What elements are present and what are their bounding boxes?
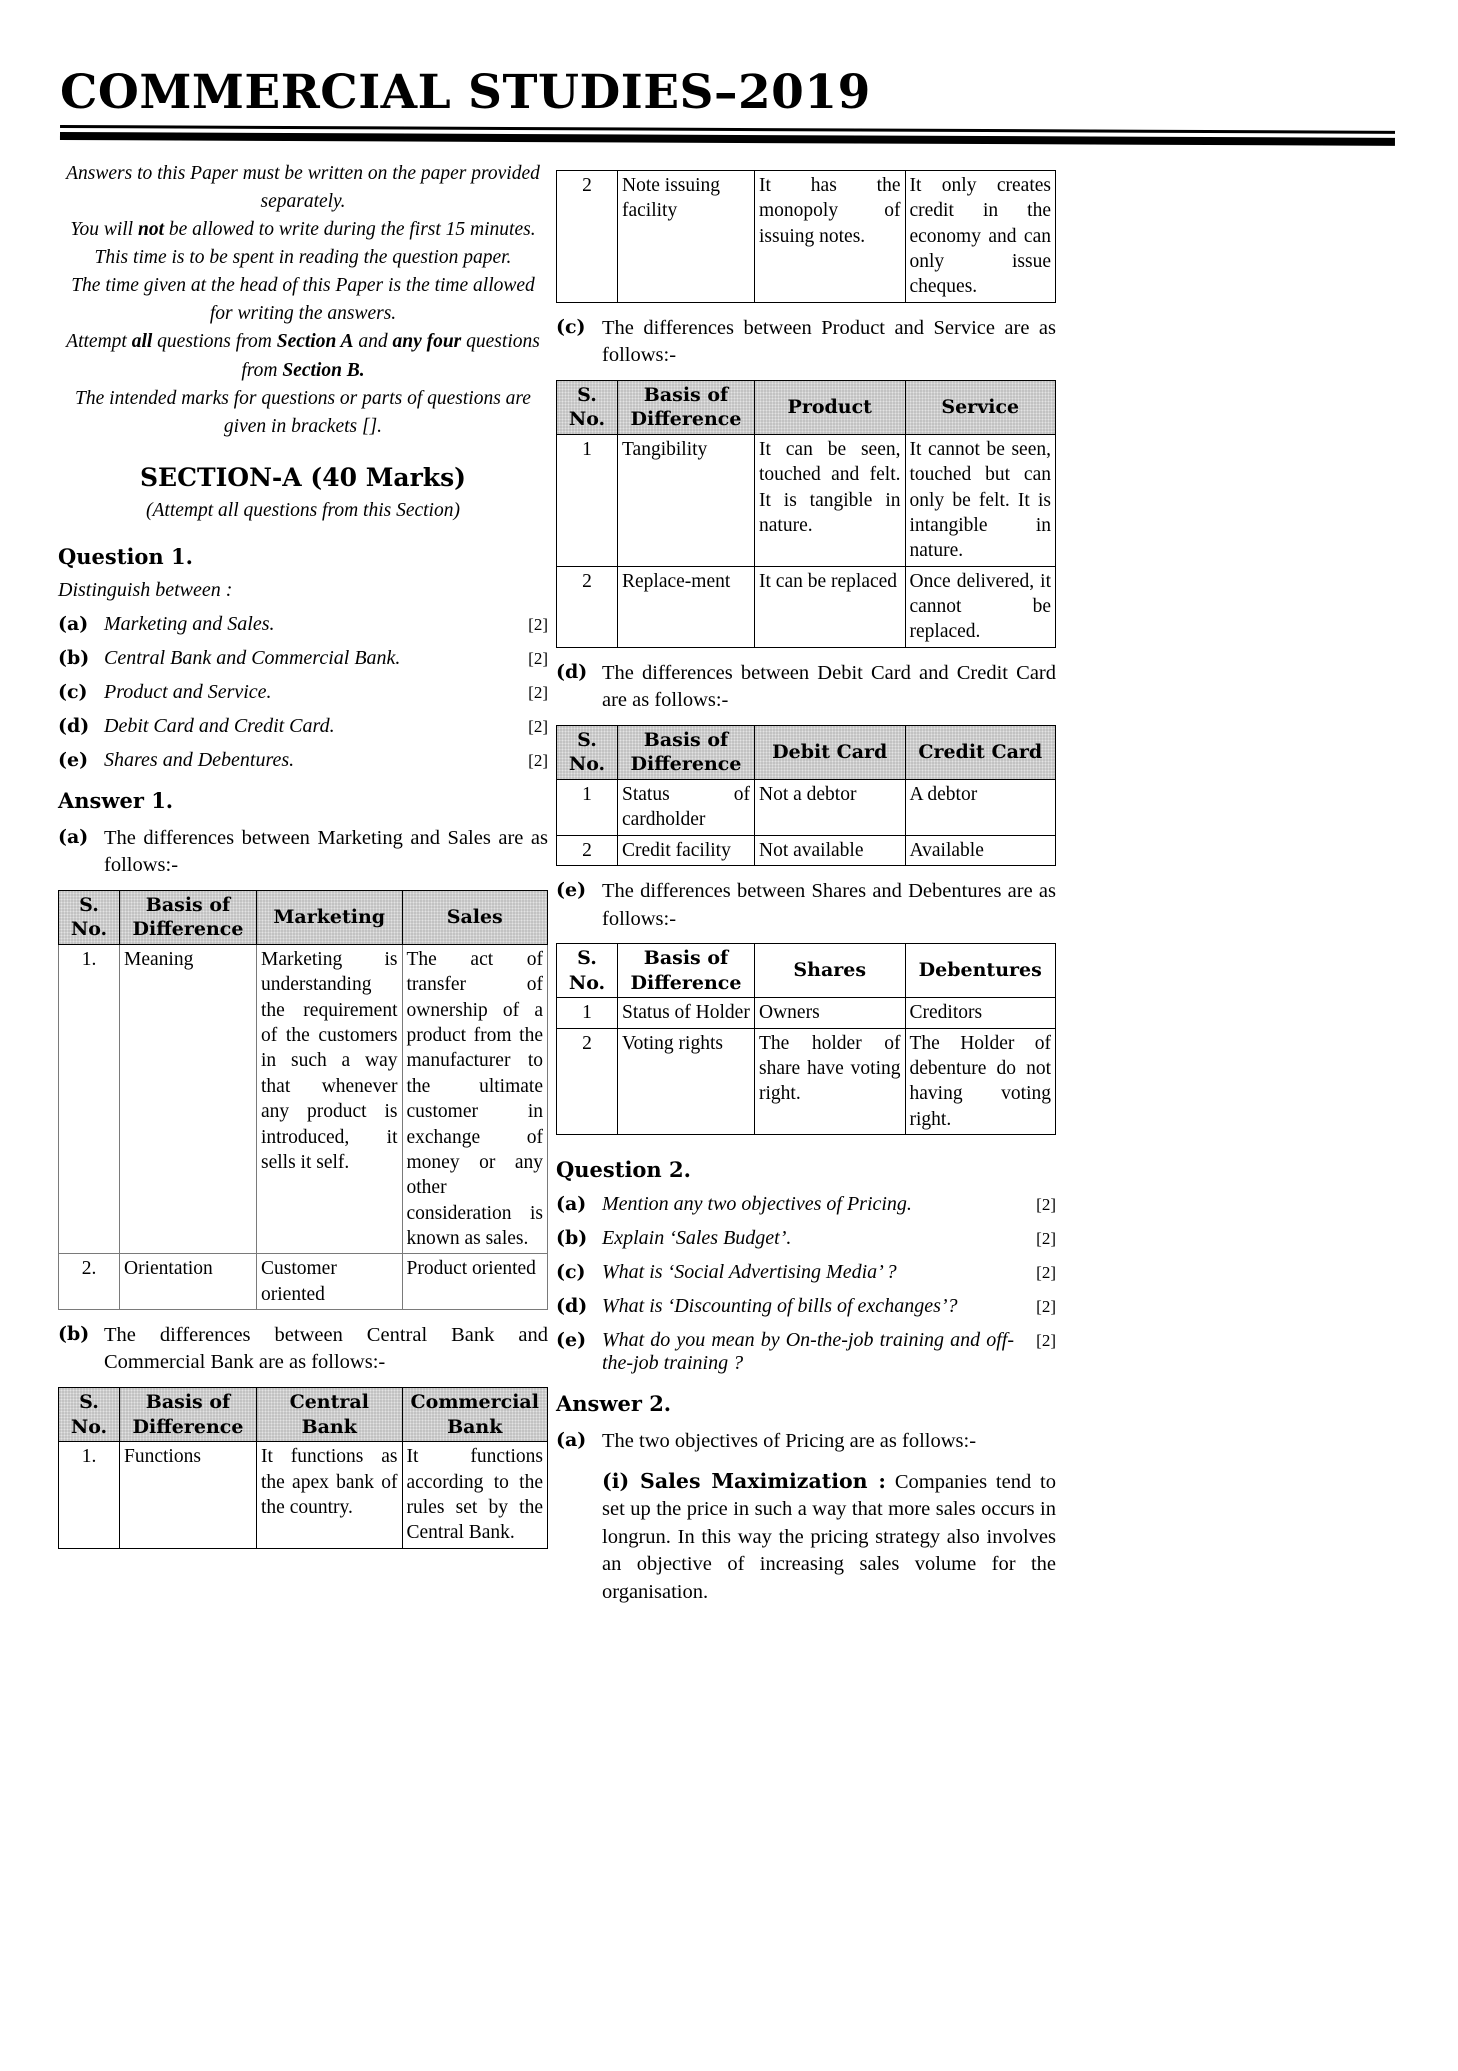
- cell-debentures: The Holder of debenture do not having voting right.: [905, 1028, 1056, 1134]
- column-header-debentures: Debentures: [905, 944, 1056, 998]
- column-header-commercial-bank: Commercial Bank: [402, 1387, 548, 1441]
- cell-basis: Tangibility: [618, 435, 755, 567]
- marketing-sales-table: [58, 890, 548, 1310]
- cell-shares: Owners: [755, 998, 906, 1028]
- answer-1-heading: Answer 1.: [58, 787, 174, 813]
- cell-debentures: Creditors: [905, 998, 1056, 1028]
- item-marks: [2]: [1036, 1263, 1056, 1283]
- item-text: Shares and Debentures.: [104, 748, 295, 771]
- cell-sno: 2: [557, 171, 618, 303]
- table-header-row: [59, 1387, 548, 1441]
- cell-commercial-bank: It functions according to the rules set by the Central Bank.: [402, 1442, 548, 1548]
- cell-basis: Note issuing facility: [618, 171, 755, 303]
- answer-1e-lead: [556, 878, 1056, 933]
- instruction-line: Attempt all questions from Section A and any four questions from Section B.: [66, 331, 540, 381]
- cell-product: It can be replaced: [755, 566, 906, 647]
- cell-sales: The act of transfer of ownership of a product from the manufacturer to the ultimate customer in exchange of money or any other consideration is known as sales.: [402, 945, 548, 1254]
- cell-service: Once delivered, it cannot be replaced.: [905, 566, 1056, 647]
- item-text: Debit Card and Credit Card.: [104, 714, 335, 737]
- table-row: [59, 945, 548, 1254]
- table-row: [557, 780, 1056, 836]
- column-header-basis: Basis of Difference: [120, 1387, 257, 1441]
- question-item: [58, 647, 548, 670]
- column-header-sno: S. No.: [59, 1387, 120, 1441]
- column-header-credit-card: Credit Card: [905, 725, 1056, 779]
- answer-2a-lead: [556, 1428, 1056, 1455]
- item-marks: [2]: [1036, 1229, 1056, 1249]
- cell-basis: Replace-ment: [618, 566, 755, 647]
- product-service-table: [556, 380, 1056, 648]
- central-commercial-bank-table: [58, 1387, 548, 1549]
- item-label: (c): [58, 680, 88, 703]
- column-header-product: Product: [755, 380, 906, 434]
- column-header-debit-card: Debit Card: [755, 725, 906, 779]
- answer-1d-lead: [556, 660, 1056, 715]
- cell-basis: Functions: [120, 1442, 257, 1548]
- cell-central-bank: It has the monopoly of issuing notes.: [755, 171, 906, 303]
- column-header-sales: Sales: [402, 890, 548, 944]
- answer-1c-lead: [556, 315, 1056, 370]
- item-label: (e): [556, 1329, 587, 1352]
- item-marks: [2]: [1036, 1331, 1056, 1351]
- central-commercial-bank-table-continued: [556, 170, 1056, 303]
- item-text: The differences between Shares and Debentures are as follows:-: [602, 880, 1056, 930]
- cell-sno: 1.: [59, 1442, 120, 1548]
- item-label: (b): [58, 1322, 90, 1345]
- instruction-line: The time given at the head of this Paper is the time allowed for writing the answers.: [71, 275, 535, 325]
- cell-sno: 2.: [59, 1254, 120, 1310]
- table-header-row: [59, 890, 548, 944]
- cell-debit-card: Not a debtor: [755, 780, 906, 836]
- page-title: COMMERCIAL STUDIES–2019: [60, 65, 871, 120]
- cell-sno: 2: [557, 835, 618, 865]
- cell-commercial-bank: It only creates credit in the economy and can only issue cheques.: [905, 171, 1056, 303]
- table-row: [59, 1254, 548, 1310]
- item-text: The differences between Product and Service are as follows:-: [602, 316, 1056, 367]
- answer-1b-lead: [58, 1322, 548, 1377]
- cell-basis: Meaning: [120, 945, 257, 1254]
- cell-sno: 2: [557, 1028, 618, 1134]
- column-header-basis: Basis of Difference: [618, 380, 755, 434]
- question-item: [58, 749, 548, 772]
- point-body: [602, 1468, 1056, 1606]
- point-text: Companies tend to set up the price in such a way that more sales occurs in longrun. In this way the pricing strategy also involves an objective of increasing sales volume for the organisation.: [602, 1470, 1056, 1603]
- table-row: [557, 998, 1056, 1028]
- cell-basis: Status of Holder: [618, 998, 755, 1028]
- table-header-row: [557, 380, 1056, 434]
- point-label: (i) Sales Maximization :: [602, 1468, 886, 1493]
- cell-marketing: Customer oriented: [257, 1254, 403, 1310]
- cell-basis: Credit facility: [618, 835, 755, 865]
- column-header-basis: Basis of Difference: [618, 944, 755, 998]
- item-text: The differences between Marketing and Sales are as follows:-: [104, 826, 548, 877]
- right-column: [556, 160, 1056, 1606]
- column-header-sno: S. No.: [59, 890, 120, 944]
- item-text: Central Bank and Commercial Bank.: [104, 646, 401, 669]
- item-label: (a): [58, 825, 89, 848]
- item-label: (b): [58, 646, 90, 669]
- question-item: [556, 1227, 1056, 1250]
- question-item: [556, 1295, 1056, 1318]
- item-text: What is ‘Social Advertising Media’ ?: [602, 1261, 897, 1284]
- item-text: The differences between Debit Card and Credit Card are as follows:-: [602, 661, 1056, 712]
- cell-marketing: Marketing is understanding the requirement of the customers in such a way that whenever any product is introduced, it sells it self.: [257, 945, 403, 1254]
- cell-basis: Orientation: [120, 1254, 257, 1310]
- instructions-block: [58, 160, 548, 441]
- column-header-basis: Basis of Difference: [120, 890, 257, 944]
- debit-credit-card-table: [556, 725, 1056, 866]
- page-header: [60, 65, 1400, 140]
- item-marks: [2]: [1036, 1195, 1056, 1215]
- item-label: (a): [58, 612, 89, 635]
- item-label: (e): [556, 879, 587, 902]
- cell-sno: 2: [557, 566, 618, 647]
- question-2-heading: Question 2.: [556, 1157, 691, 1183]
- column-header-sno: S. No.: [557, 944, 618, 998]
- cell-basis: Voting rights: [618, 1028, 755, 1134]
- answer-2a-point: [556, 1468, 1056, 1606]
- column-header-shares: Shares: [755, 944, 906, 998]
- answer-2-heading: Answer 2.: [556, 1391, 672, 1417]
- item-text: Product and Service.: [104, 680, 272, 703]
- item-label: (e): [58, 748, 89, 771]
- table-row: [557, 566, 1056, 647]
- instruction-line: The intended marks for questions or parts of questions are given in brackets [].: [75, 387, 531, 437]
- item-text: The two objectives of Pricing are as follows:-: [602, 1430, 977, 1453]
- question-item: [556, 1329, 1056, 1375]
- question-item: [556, 1261, 1056, 1284]
- item-text: The differences between Central Bank and Commercial Bank are as follows:-: [104, 1323, 548, 1374]
- instruction-line: Answers to this Paper must be written on the paper provided separately.: [66, 163, 540, 213]
- question-item: [58, 613, 548, 636]
- cell-sno: 1: [557, 435, 618, 567]
- item-label: (a): [556, 1429, 587, 1452]
- table-row: [557, 435, 1056, 567]
- table-header-row: [557, 944, 1056, 998]
- item-text: What is ‘Discounting of bills of exchanges’?: [602, 1295, 958, 1318]
- item-label: (d): [556, 1295, 588, 1318]
- cell-sno: 1: [557, 998, 618, 1028]
- cell-product: It can be seen, touched and felt. It is tangible in nature.: [755, 435, 906, 567]
- column-header-marketing: Marketing: [257, 890, 403, 944]
- header-divider: [60, 125, 1395, 146]
- cell-sno: 1: [557, 780, 618, 836]
- question-item: [556, 1193, 1056, 1216]
- item-label: (d): [556, 660, 588, 683]
- column-header-central-bank: Central Bank: [257, 1387, 403, 1441]
- column-header-service: Service: [905, 380, 1056, 434]
- cell-credit-card: Available: [905, 835, 1056, 865]
- item-marks: [2]: [528, 682, 548, 702]
- item-label: (b): [556, 1227, 588, 1250]
- item-label: (c): [556, 315, 586, 338]
- item-marks: [2]: [1036, 1297, 1056, 1317]
- answer-1a-lead: [58, 825, 548, 880]
- item-marks: [2]: [528, 614, 548, 634]
- cell-sno: 1.: [59, 945, 120, 1254]
- column-header-sno: S. No.: [557, 725, 618, 779]
- cell-sales: Product oriented: [402, 1254, 548, 1310]
- table-row: [557, 1028, 1056, 1134]
- section-a-heading: SECTION-A (40 Marks): [139, 462, 466, 492]
- table-row: [557, 171, 1056, 303]
- question-1-intro: Distinguish between :: [58, 578, 233, 601]
- section-a-subheading: (Attempt all questions from this Section): [146, 499, 460, 521]
- question-1-heading: Question 1.: [58, 543, 193, 569]
- item-text: Marketing and Sales.: [104, 612, 275, 635]
- cell-service: It cannot be seen, touched but can only be felt. It is intangible in nature.: [905, 435, 1056, 567]
- shares-debentures-table: [556, 943, 1056, 1135]
- cell-shares: The holder of share have voting right.: [755, 1028, 906, 1134]
- item-label: (c): [556, 1261, 586, 1284]
- cell-central-bank: It functions as the apex bank of the country.: [257, 1442, 403, 1548]
- instruction-line: You will not be allowed to write during the first 15 minutes.: [70, 219, 536, 241]
- item-spacer: [556, 1468, 602, 1606]
- question-item: [58, 681, 548, 704]
- instruction-line: This time is to be spent in reading the question paper.: [94, 247, 512, 269]
- table-row: [557, 835, 1056, 865]
- cell-credit-card: A debtor: [905, 780, 1056, 836]
- cell-debit-card: Not available: [755, 835, 906, 865]
- item-text: Mention any two objectives of Pricing.: [602, 1193, 912, 1216]
- column-header-sno: S. No.: [557, 380, 618, 434]
- item-text: What do you mean by On-the-job training and off-the-job training ?: [602, 1329, 1014, 1375]
- item-label: (d): [58, 714, 90, 737]
- table-row: [59, 1442, 548, 1548]
- item-marks: [2]: [528, 648, 548, 668]
- column-header-basis: Basis of Difference: [618, 725, 755, 779]
- item-label: (a): [556, 1193, 587, 1216]
- item-text: Explain ‘Sales Budget’.: [602, 1227, 792, 1250]
- cell-basis: Status of cardholder: [618, 780, 755, 836]
- table-header-row: [557, 725, 1056, 779]
- item-marks: [2]: [528, 716, 548, 736]
- question-item: [58, 715, 548, 738]
- left-column: [58, 160, 548, 1549]
- item-marks: [2]: [528, 750, 548, 770]
